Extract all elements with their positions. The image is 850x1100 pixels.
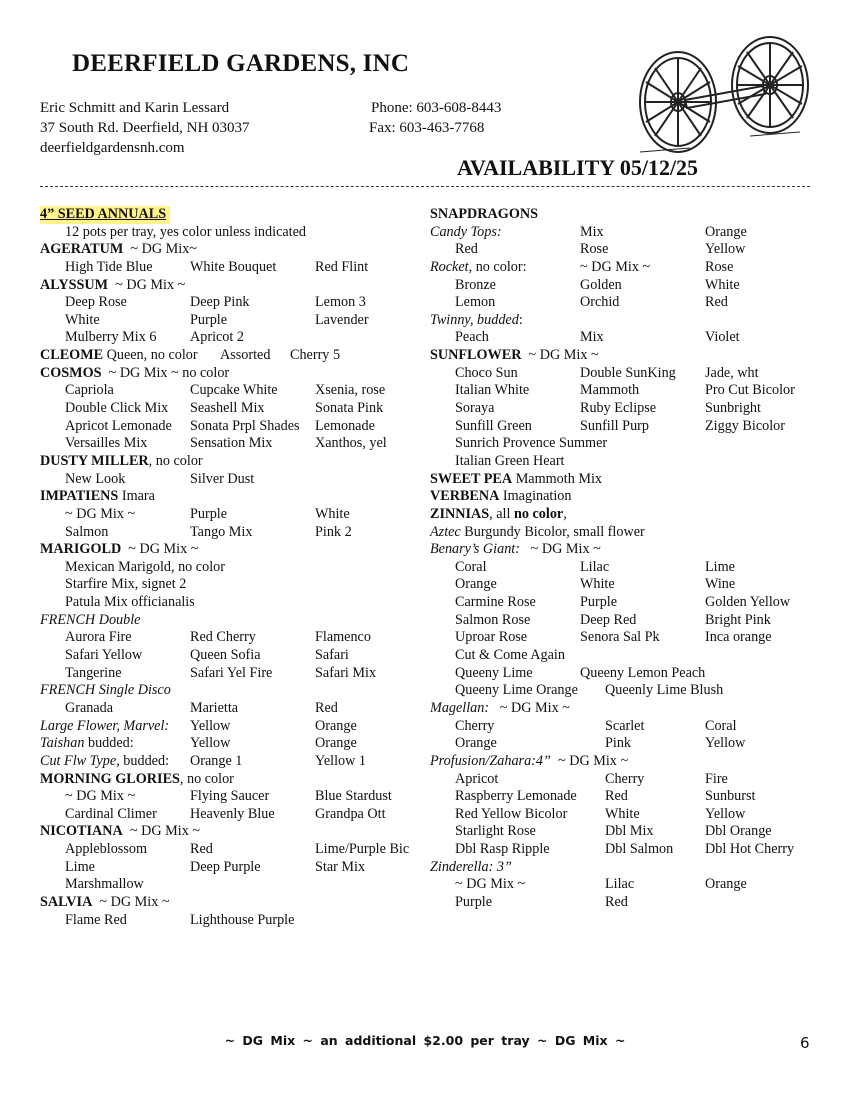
list-item: Starfire Mix, signet 2: [65, 576, 187, 593]
subcategory-aztec: Aztec Burgundy Bicolor, small flower: [430, 523, 645, 540]
section-title: 4” SEED ANNUALS: [40, 206, 170, 224]
availability-title: AVAILABILITY 05/12/25: [457, 155, 699, 180]
list-item: New Look Silver Dust: [65, 470, 255, 487]
list-item: ~ DG Mix ~ Lilac Orange: [455, 876, 747, 893]
list-item: Apricot Cherry Fire: [455, 770, 728, 787]
list-item: Dbl Rasp Ripple Dbl Salmon Dbl Hot Cherry: [455, 841, 795, 858]
list-item: Sunfill Green Sunfill Purp Ziggy Bicolor: [455, 417, 785, 434]
subcategory-twinny: Twinny, budded:: [430, 311, 523, 328]
list-item: Queeny Lime Queeny Lemon Peach: [455, 664, 706, 681]
category-verbena: VERBENA Imagination: [430, 488, 572, 505]
list-item: Soraya Ruby Eclipse Sunbright: [455, 400, 761, 417]
subcategory-cut-flower: Cut Flw Type, budded: Orange 1 Yellow 1: [40, 752, 366, 769]
list-item: Cardinal Climer Heavenly Blue Grandpa Ott: [65, 805, 386, 822]
header-divider: [40, 186, 810, 187]
subcategory-large-flower: Large Flower, Marvel: Yellow Orange: [40, 717, 357, 734]
category-sunflower: SUNFLOWER ~ DG Mix ~: [430, 347, 599, 364]
category-ageratum: AGERATUM ~ DG Mix~: [40, 241, 197, 258]
subcategory-magellan: Magellan: ~ DG Mix ~: [430, 699, 570, 716]
list-item: Apricot Lemonade Sonata Prpl Shades Lemonade: [65, 417, 375, 434]
left-column: [40, 206, 425, 929]
category-marigold: MARIGOLD ~ DG Mix ~: [40, 541, 199, 558]
list-item: Queeny Lime Orange Queenly Lime Blush: [455, 682, 724, 699]
subcategory-benary: Benary’s Giant: ~ DG Mix ~: [430, 541, 601, 558]
page-number: 6: [800, 1034, 810, 1052]
subcategory-french-double: FRENCH Double: [40, 611, 141, 628]
category-cosmos: COSMOS ~ DG Mix ~ no color: [40, 364, 230, 381]
list-item: Mulberry Mix 6 Apricot 2: [65, 329, 244, 346]
category-nicotiana: NICOTIANA ~ DG Mix ~: [40, 823, 201, 840]
list-item: Tangerine Safari Yel Fire Safari Mix: [65, 664, 377, 681]
list-item: Appleblossom Red Lime/Purple Bic: [65, 841, 410, 858]
list-item: High Tide Blue White Bouquet Red Flint: [65, 258, 369, 275]
list-item: White Purple Lavender: [65, 311, 369, 328]
subcategory-profusion: Profusion/Zahara:4” ~ DG Mix ~: [430, 752, 629, 769]
section-note: 12 pots per tray, yes color unless indicated: [65, 223, 306, 240]
list-item: Aurora Fire Red Cherry Flamenco: [65, 629, 371, 646]
list-item: Red Rose Yellow: [455, 241, 746, 258]
category-alyssum: ALYSSUM ~ DG Mix ~: [40, 276, 186, 293]
list-item: Bronze Golden White: [455, 276, 740, 293]
owners: Eric Schmitt and Karin Lessard: [40, 100, 230, 116]
list-item: Salmon Tango Mix Pink 2: [65, 523, 352, 540]
category-dusty-miller: DUSTY MILLER, no color: [40, 452, 203, 469]
subcategory-zinderella: Zinderella: 3”: [430, 858, 512, 875]
subcategory-french-single: FRENCH Single Disco: [40, 682, 171, 699]
phone: Phone: 603-608-8443: [371, 100, 502, 116]
list-item: Starlight Rose Dbl Mix Dbl Orange: [455, 823, 772, 840]
category-snapdragons: SNAPDRAGONS: [430, 206, 538, 222]
fax: Fax: 603-463-7768: [369, 120, 485, 136]
category-impatiens: IMPATIENS Imara: [40, 488, 155, 505]
category-morning-glories: MORNING GLORIES, no color: [40, 770, 234, 787]
list-item: Cut & Come Again: [455, 647, 565, 664]
wagon-wheels-icon: [630, 30, 812, 160]
list-item: Safari Yellow Queen Sofia Safari: [65, 647, 349, 664]
list-item: Salmon Rose Deep Red Bright Pink: [455, 611, 771, 628]
address: 37 South Rd. Deerfield, NH 03037: [40, 120, 250, 136]
list-item: Raspberry Lemonade Red Sunburst: [455, 788, 756, 805]
list-item: Lime Deep Purple Star Mix: [65, 858, 366, 875]
category-salvia: SALVIA ~ DG Mix ~: [40, 893, 170, 910]
list-item: ~ DG Mix ~ Flying Saucer Blue Stardust: [65, 788, 392, 805]
list-item: Red Yellow Bicolor White Yellow: [455, 805, 746, 822]
website: deerfieldgardensnh.com: [40, 140, 185, 156]
right-column: [430, 206, 815, 912]
category-zinnias: ZINNIAS, all no color,: [430, 505, 567, 522]
list-item: Mexican Marigold, no color: [65, 558, 225, 575]
list-item: Deep Rose Deep Pink Lemon 3: [65, 294, 366, 311]
list-item: Orange Pink Yellow: [455, 735, 746, 752]
subcategory-taishan: Taishan budded: Yellow Orange: [40, 735, 357, 752]
list-item: Orange White Wine: [455, 576, 736, 593]
list-item: Granada Marietta Red: [65, 699, 338, 716]
list-item: Patula Mix officianalis: [65, 594, 195, 611]
list-item: Capriola Cupcake White Xsenia, rose: [65, 382, 386, 399]
list-item: Sunrich Provence Summer: [455, 435, 608, 452]
list-item: Purple Red: [455, 893, 628, 910]
list-item: ~ DG Mix ~ Purple White: [65, 505, 350, 522]
list-item: Choco Sun Double SunKing Jade, wht: [455, 364, 759, 381]
list-item: Italian Green Heart: [455, 452, 565, 469]
list-item: Coral Lilac Lime: [455, 558, 735, 575]
subcategory-rocket: Rocket, no color: ~ DG Mix ~ Rose: [430, 258, 734, 275]
list-item: Double Click Mix Seashell Mix Sonata Pink: [65, 400, 384, 417]
list-item: Cherry Scarlet Coral: [455, 717, 737, 734]
list-item: Italian White Mammoth Pro Cut Bicolor: [455, 382, 795, 399]
list-item: Carmine Rose Purple Golden Yellow: [455, 594, 791, 611]
subcategory-candy-tops: Candy Tops: Mix Orange: [430, 223, 747, 240]
list-item: Lemon Orchid Red: [455, 294, 728, 311]
category-cleome: CLEOME Queen, no color Assorted Cherry 5: [40, 347, 341, 364]
company-name: DEERFIELD GARDENS, INC: [72, 50, 410, 77]
category-sweet-pea: SWEET PEA Mammoth Mix: [430, 470, 602, 487]
list-item: Flame Red Lighthouse Purple: [65, 911, 295, 928]
list-item: Uproar Rose Senora Sal Pk Inca orange: [455, 629, 772, 646]
footer-note: ~ DG Mix ~ an additional $2.00 per tray ~ DG Mix ~: [224, 1033, 626, 1048]
list-item: Versailles Mix Sensation Mix Xanthos, yel: [65, 435, 387, 452]
list-item: Marshmallow: [65, 876, 144, 893]
list-item: Peach Mix Violet: [455, 329, 740, 346]
